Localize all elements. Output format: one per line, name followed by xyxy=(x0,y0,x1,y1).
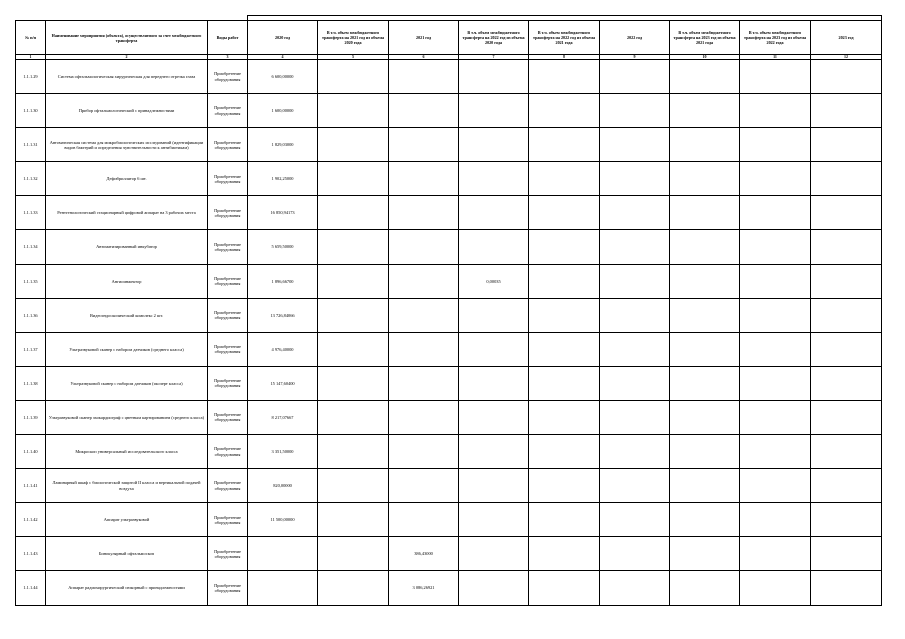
table-row xyxy=(16,230,882,264)
cell-incl-2023-from-2021 xyxy=(670,503,740,537)
cell-incl-2021-from-2020 xyxy=(318,128,389,162)
cell-2023 xyxy=(811,503,882,537)
cell-incl-2022-from-2020 xyxy=(459,537,529,571)
header-incl-2022-from-2020: В т.ч. объем межбюджетного трансферта на 2022 год из объема 2020 года xyxy=(459,21,529,55)
cell-incl-2023-from-2021 xyxy=(670,571,740,605)
row-name: Ультразвуковой сканер эхокардиограф с цветным картированием (среднего класса) xyxy=(46,400,208,434)
cell-incl-2023-from-2021 xyxy=(670,366,740,400)
cell-2023 xyxy=(811,60,882,94)
cell-2021 xyxy=(389,162,459,196)
row-work-kind: Приобретение оборудования xyxy=(208,162,248,196)
table-row xyxy=(16,537,882,571)
cell-incl-2021-from-2020 xyxy=(318,264,389,298)
cell-incl-2022-from-2020 xyxy=(459,196,529,230)
cell-2023 xyxy=(811,537,882,571)
cell-incl-2022-from-2021 xyxy=(529,94,600,128)
cell-2020: 1 600,00000 xyxy=(248,94,318,128)
table-row xyxy=(16,162,882,196)
cell-incl-2022-from-2021 xyxy=(529,571,600,605)
header-kind: Виды работ xyxy=(208,21,248,55)
column-number: 2 xyxy=(46,55,208,60)
cell-2020: 1 896,66700 xyxy=(248,264,318,298)
cell-2023 xyxy=(811,571,882,605)
cell-2021 xyxy=(389,196,459,230)
header-incl-2021-from-2020: В т.ч. объем межбюджетного трансферта на 2021 год из объема 2020 года xyxy=(318,21,389,55)
cell-2022 xyxy=(600,162,670,196)
cell-incl-2023-from-2021 xyxy=(670,60,740,94)
header-2022: 2022 год xyxy=(600,21,670,55)
table-row xyxy=(16,264,882,298)
cell-2022 xyxy=(600,332,670,366)
cell-2023 xyxy=(811,435,882,469)
cell-2020: 4 976,40000 xyxy=(248,332,318,366)
row-work-kind: Приобретение оборудования xyxy=(208,196,248,230)
cell-2021 xyxy=(389,94,459,128)
cell-2022 xyxy=(600,469,670,503)
cell-2020: 820,00000 xyxy=(248,469,318,503)
cell-2022 xyxy=(600,503,670,537)
cell-2022 xyxy=(600,435,670,469)
cell-incl-2022-from-2020 xyxy=(459,230,529,264)
cell-2022 xyxy=(600,128,670,162)
row-name: Ламинарный шкаф с биологической защитой II класса и вертикальной подачей воздуха xyxy=(46,469,208,503)
cell-incl-2022-from-2021 xyxy=(529,537,600,571)
table-body xyxy=(16,60,882,606)
table-row xyxy=(16,469,882,503)
cell-2020: 16 850,94173 xyxy=(248,196,318,230)
table-row xyxy=(16,400,882,434)
cell-incl-2023-from-2021 xyxy=(670,298,740,332)
table-row xyxy=(16,366,882,400)
cell-incl-2021-from-2020 xyxy=(318,400,389,434)
cell-incl-2023-from-2021 xyxy=(670,469,740,503)
row-number: 1.1.1.30 xyxy=(16,94,46,128)
cell-2023 xyxy=(811,366,882,400)
row-number: 1.1.1.34 xyxy=(16,230,46,264)
cell-incl-2023-from-2022 xyxy=(740,366,811,400)
cell-2022 xyxy=(600,537,670,571)
cell-2022 xyxy=(600,264,670,298)
cell-2021 xyxy=(389,60,459,94)
cell-2023 xyxy=(811,469,882,503)
header-incl-2023-from-2022: В т.ч. объем межбюджетного трансферта на 2023 год из объема 2022 года xyxy=(740,21,811,55)
column-number: 3 xyxy=(208,55,248,60)
row-name: Автоматическая система для микробиологических исследований (идентификации видов бактерий и определения чувствительности к антибиотикам) xyxy=(46,128,208,162)
cell-incl-2022-from-2020 xyxy=(459,94,529,128)
row-name: Видеоэндоскопический комплекс 2 шт. xyxy=(46,298,208,332)
cell-incl-2022-from-2020 xyxy=(459,298,529,332)
cell-incl-2021-from-2020 xyxy=(318,162,389,196)
cell-2021 xyxy=(389,469,459,503)
cell-2022 xyxy=(600,230,670,264)
row-work-kind: Приобретение оборудования xyxy=(208,264,248,298)
cell-incl-2021-from-2020 xyxy=(318,196,389,230)
header-incl-2023-from-2021: В т.ч. объем межбюджетного трансферта на 2023 год из объема 2021 года xyxy=(670,21,740,55)
cell-incl-2022-from-2020 xyxy=(459,435,529,469)
row-work-kind: Приобретение оборудования xyxy=(208,128,248,162)
cell-incl-2022-from-2021 xyxy=(529,332,600,366)
cell-incl-2023-from-2021 xyxy=(670,537,740,571)
row-number: 1.1.1.38 xyxy=(16,366,46,400)
cell-2021 xyxy=(389,400,459,434)
cell-2022 xyxy=(600,400,670,434)
row-name: Прибор офтальмологический с принадлежностями xyxy=(46,94,208,128)
cell-incl-2022-from-2020 xyxy=(459,60,529,94)
header-name: Наименование мероприятия (объекта), осуществляемого за счет межбюджетного трансферта xyxy=(46,21,208,55)
cell-incl-2022-from-2021 xyxy=(529,400,600,434)
cell-2022 xyxy=(600,60,670,94)
cell-incl-2023-from-2021 xyxy=(670,94,740,128)
cell-2020: 8 217,07667 xyxy=(248,400,318,434)
table-row xyxy=(16,128,882,162)
row-number: 1.1.1.41 xyxy=(16,469,46,503)
cell-incl-2023-from-2022 xyxy=(740,94,811,128)
row-name: Ультразвуковой сканер с набором датчиков (эксперт класса) xyxy=(46,366,208,400)
cell-2023 xyxy=(811,162,882,196)
column-number: 9 xyxy=(600,55,670,60)
row-name: Ультразвуковой сканер с набором датчиков (среднего класса) xyxy=(46,332,208,366)
header-2020: 2020 год xyxy=(248,21,318,55)
row-number: 1.1.1.37 xyxy=(16,332,46,366)
row-number: 1.1.1.31 xyxy=(16,128,46,162)
column-number: 6 xyxy=(389,55,459,60)
row-work-kind: Приобретение оборудования xyxy=(208,298,248,332)
table-row xyxy=(16,60,882,94)
cell-2022 xyxy=(600,196,670,230)
cell-2021: 3 086,26921 xyxy=(389,571,459,605)
cell-2023 xyxy=(811,94,882,128)
header-incl-2022-from-2021: В т.ч. объем межбюджетного трансферта на 2022 год из объема 2021 года xyxy=(529,21,600,55)
cell-incl-2023-from-2021 xyxy=(670,435,740,469)
cell-incl-2021-from-2020 xyxy=(318,94,389,128)
cell-2022 xyxy=(600,571,670,605)
cell-incl-2022-from-2021 xyxy=(529,264,600,298)
cell-incl-2022-from-2020 xyxy=(459,400,529,434)
cell-incl-2023-from-2022 xyxy=(740,469,811,503)
row-name: Ангиоинжектор xyxy=(46,264,208,298)
row-work-kind: Приобретение оборудования xyxy=(208,503,248,537)
row-number: 1.1.1.35 xyxy=(16,264,46,298)
cell-incl-2023-from-2021 xyxy=(670,400,740,434)
header-row xyxy=(16,21,882,55)
cell-incl-2022-from-2020 xyxy=(459,571,529,605)
table-row xyxy=(16,435,882,469)
column-number: 7 xyxy=(459,55,529,60)
cell-incl-2022-from-2021 xyxy=(529,366,600,400)
cell-incl-2023-from-2022 xyxy=(740,435,811,469)
cell-2023 xyxy=(811,298,882,332)
cell-incl-2023-from-2022 xyxy=(740,503,811,537)
cell-incl-2023-from-2022 xyxy=(740,537,811,571)
cell-2020: 5 659,50000 xyxy=(248,230,318,264)
cell-incl-2023-from-2022 xyxy=(740,332,811,366)
column-number: 12 xyxy=(811,55,882,60)
cell-incl-2023-from-2022 xyxy=(740,298,811,332)
cell-incl-2021-from-2020 xyxy=(318,435,389,469)
table-row xyxy=(16,571,882,605)
column-number: 5 xyxy=(318,55,389,60)
cell-2020: 15 147,60400 xyxy=(248,366,318,400)
column-number: 1 xyxy=(16,55,46,60)
cell-incl-2022-from-2021 xyxy=(529,162,600,196)
cell-incl-2023-from-2022 xyxy=(740,264,811,298)
cell-incl-2022-from-2020 xyxy=(459,366,529,400)
cell-2022 xyxy=(600,94,670,128)
cell-2021 xyxy=(389,503,459,537)
cell-incl-2022-from-2021 xyxy=(529,230,600,264)
row-number: 1.1.1.32 xyxy=(16,162,46,196)
cell-2020 xyxy=(248,537,318,571)
cell-incl-2022-from-2020 xyxy=(459,128,529,162)
cell-2020 xyxy=(248,571,318,605)
row-number: 1.1.1.44 xyxy=(16,571,46,605)
cell-2020: 1 829,03000 xyxy=(248,128,318,162)
header-num: № п/п xyxy=(16,21,46,55)
cell-2023 xyxy=(811,196,882,230)
cell-incl-2023-from-2022 xyxy=(740,571,811,605)
table-row xyxy=(16,503,882,537)
cell-2023 xyxy=(811,128,882,162)
cell-incl-2023-from-2022 xyxy=(740,230,811,264)
cell-incl-2022-from-2021 xyxy=(529,196,600,230)
table-row xyxy=(16,332,882,366)
cell-incl-2023-from-2021 xyxy=(670,264,740,298)
cell-incl-2021-from-2020 xyxy=(318,298,389,332)
row-number: 1.1.1.39 xyxy=(16,400,46,434)
cell-incl-2023-from-2022 xyxy=(740,196,811,230)
row-work-kind: Приобретение оборудования xyxy=(208,332,248,366)
cell-incl-2022-from-2021 xyxy=(529,435,600,469)
row-work-kind: Приобретение оборудования xyxy=(208,400,248,434)
cell-2021 xyxy=(389,230,459,264)
row-number: 1.1.1.36 xyxy=(16,298,46,332)
table-row xyxy=(16,94,882,128)
cell-2023 xyxy=(811,230,882,264)
cell-incl-2023-from-2022 xyxy=(740,400,811,434)
cell-incl-2023-from-2021 xyxy=(670,196,740,230)
cell-incl-2022-from-2021 xyxy=(529,298,600,332)
row-name: Аппарат радиохирургический сюкорный с принадлежностями xyxy=(46,571,208,605)
row-name: Аппарат ультразвуковой xyxy=(46,503,208,537)
cell-incl-2022-from-2021 xyxy=(529,469,600,503)
row-name: Автоматизированный инкубатор xyxy=(46,230,208,264)
cell-2021 xyxy=(389,332,459,366)
row-number: 1.1.1.33 xyxy=(16,196,46,230)
row-work-kind: Приобретение оборудования xyxy=(208,435,248,469)
row-work-kind: Приобретение оборудования xyxy=(208,94,248,128)
cell-2020: 1 902,25000 xyxy=(248,162,318,196)
cell-incl-2022-from-2021 xyxy=(529,60,600,94)
row-work-kind: Приобретение оборудования xyxy=(208,230,248,264)
cell-incl-2023-from-2022 xyxy=(740,162,811,196)
cell-incl-2021-from-2020 xyxy=(318,230,389,264)
row-number: 1.1.1.43 xyxy=(16,537,46,571)
cell-incl-2022-from-2021 xyxy=(529,503,600,537)
column-number: 10 xyxy=(670,55,740,60)
cell-2020: 6 600,00000 xyxy=(248,60,318,94)
cell-2021: 386,43000 xyxy=(389,537,459,571)
cell-incl-2021-from-2020 xyxy=(318,366,389,400)
cell-incl-2021-from-2020 xyxy=(318,571,389,605)
cell-incl-2023-from-2022 xyxy=(740,128,811,162)
cell-incl-2022-from-2020 xyxy=(459,503,529,537)
cell-incl-2022-from-2020 xyxy=(459,469,529,503)
row-name: Микроскоп универсальный исследовательского класса xyxy=(46,435,208,469)
cell-2021 xyxy=(389,298,459,332)
cell-2023 xyxy=(811,332,882,366)
column-number: 4 xyxy=(248,55,318,60)
row-work-kind: Приобретение оборудования xyxy=(208,60,248,94)
cell-2022 xyxy=(600,366,670,400)
cell-2021 xyxy=(389,366,459,400)
row-work-kind: Приобретение оборудования xyxy=(208,571,248,605)
column-number: 11 xyxy=(740,55,811,60)
cell-incl-2022-from-2020 xyxy=(459,332,529,366)
row-number: 1.1.1.42 xyxy=(16,503,46,537)
column-number: 8 xyxy=(529,55,600,60)
table-row xyxy=(16,298,882,332)
cell-incl-2022-from-2020 xyxy=(459,162,529,196)
row-name: Рентгенологический стационарный цифровой аппарат на 3 рабочих места xyxy=(46,196,208,230)
cell-2023 xyxy=(811,264,882,298)
cell-incl-2023-from-2022 xyxy=(740,60,811,94)
row-name: Дефибриллятор 6 шт. xyxy=(46,162,208,196)
cell-2021 xyxy=(389,435,459,469)
cell-2020: 11 500,00000 xyxy=(248,503,318,537)
row-work-kind: Приобретение оборудования xyxy=(208,469,248,503)
header-2023: 2023 год xyxy=(811,21,882,55)
row-name: Система офтальмологическая хирургическая для переднего отрезка глаза xyxy=(46,60,208,94)
cell-incl-2023-from-2021 xyxy=(670,332,740,366)
cell-incl-2022-from-2021 xyxy=(529,128,600,162)
cell-incl-2023-from-2021 xyxy=(670,162,740,196)
row-work-kind: Приобретение оборудования xyxy=(208,366,248,400)
cell-2023 xyxy=(811,400,882,434)
cell-incl-2021-from-2020 xyxy=(318,60,389,94)
cell-incl-2023-from-2021 xyxy=(670,230,740,264)
cell-incl-2023-from-2021 xyxy=(670,128,740,162)
cell-2022 xyxy=(600,298,670,332)
cell-2020: 13 726,84066 xyxy=(248,298,318,332)
table-row xyxy=(16,196,882,230)
cell-incl-2021-from-2020 xyxy=(318,469,389,503)
row-number: 1.1.1.40 xyxy=(16,435,46,469)
cell-incl-2021-from-2020 xyxy=(318,503,389,537)
cell-2021 xyxy=(389,128,459,162)
budget-table xyxy=(15,15,882,606)
row-name: Бинокулярный офтальмоскоп xyxy=(46,537,208,571)
header-2021: 2021 год xyxy=(389,21,459,55)
cell-2020: 3 351,50000 xyxy=(248,435,318,469)
cell-incl-2021-from-2020 xyxy=(318,332,389,366)
cell-incl-2022-from-2020: 0,00035 xyxy=(459,264,529,298)
row-number: 1.1.1.29 xyxy=(16,60,46,94)
cell-incl-2021-from-2020 xyxy=(318,537,389,571)
cell-2021 xyxy=(389,264,459,298)
row-work-kind: Приобретение оборудования xyxy=(208,537,248,571)
